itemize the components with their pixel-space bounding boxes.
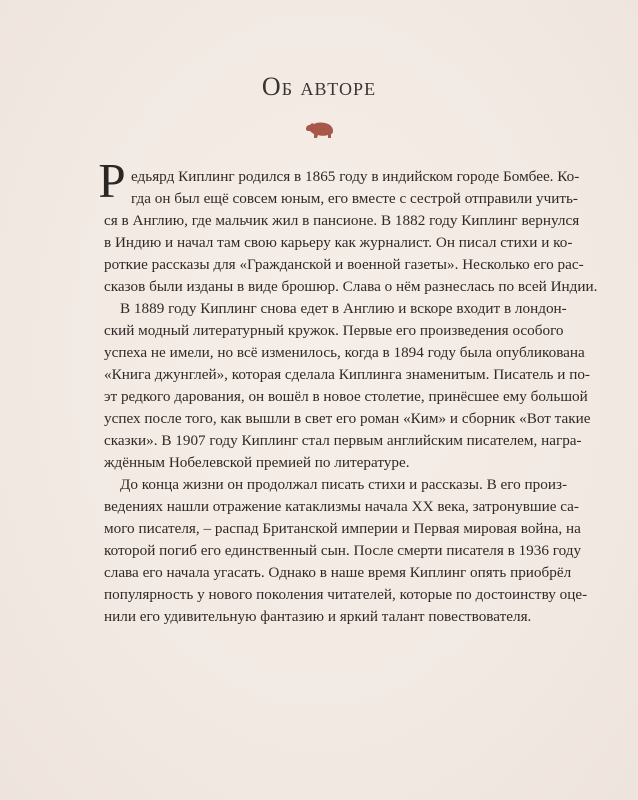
text-line: «Книга джунглей», которая сделала Киплинга знаменитым. Писатель и по-	[104, 366, 590, 383]
text-line: успех после того, как вышли в свет его роман «Ким» и сборник «Вот такие	[104, 410, 591, 427]
text-line: В 1889 году Киплинг снова едет в Англию и вскоре входит в лондон-	[120, 300, 567, 317]
text-line: ведениях нашли отражение катаклизмы начала XX века, затронувшие са-	[104, 498, 579, 515]
text-line: нили его удивительную фантазию и яркий талант повествователя.	[104, 608, 532, 625]
text-line: в Индию и начал там свою карьеру как журналист. Он писал стихи и ко-	[104, 234, 573, 251]
text-line: мого писателя, – распад Британской империи и Первая мировая война, на	[104, 520, 581, 537]
text-line: ся в Англию, где мальчик жил в пансионе. В 1882 году Киплинг вернулся	[104, 212, 580, 229]
text-line: ский модный литературный кружок. Первые его произведения особого	[104, 322, 564, 339]
text-line: слава его начала угасать. Однако в наше время Киплинг опять приобрёл	[104, 564, 572, 581]
text-line: До конца жизни он продолжал писать стихи и рассказы. В его произ-	[120, 476, 568, 493]
drop-cap: Р	[98, 153, 126, 208]
page-title: Об авторе	[261, 72, 377, 101]
text-line: сказов были изданы в виде брошюр. Слава о нём разнеслась по всей Индии.	[104, 278, 598, 295]
text-line: успеха не имели, но всё изменилось, когда в 1894 году была опубликована	[104, 344, 585, 361]
text-line: которой погиб его единственный сын. После смерти писателя в 1936 году	[104, 542, 582, 559]
text-line: эт редкого дарования, он вошёл в новое столетие, принёсшее ему большой	[104, 388, 588, 405]
text-line: сказки». В 1907 году Киплинг стал первым английским писателем, награ-	[104, 432, 582, 449]
bear-icon	[304, 120, 335, 140]
text-line: ждённым Нобелевской премией по литературе.	[104, 454, 410, 471]
text-line: гда он был ещё совсем юным, его вместе с сестрой отправили учить-	[131, 190, 578, 207]
text-line: популярность у нового поколения читателей, которые по достоинству оце-	[104, 586, 588, 603]
text-line: роткие рассказы для «Гражданской и военной газеты». Несколько его рас-	[104, 256, 584, 273]
text-line: едьярд Киплинг родился в 1865 году в индийском городе Бомбее. Ко-	[131, 168, 580, 185]
